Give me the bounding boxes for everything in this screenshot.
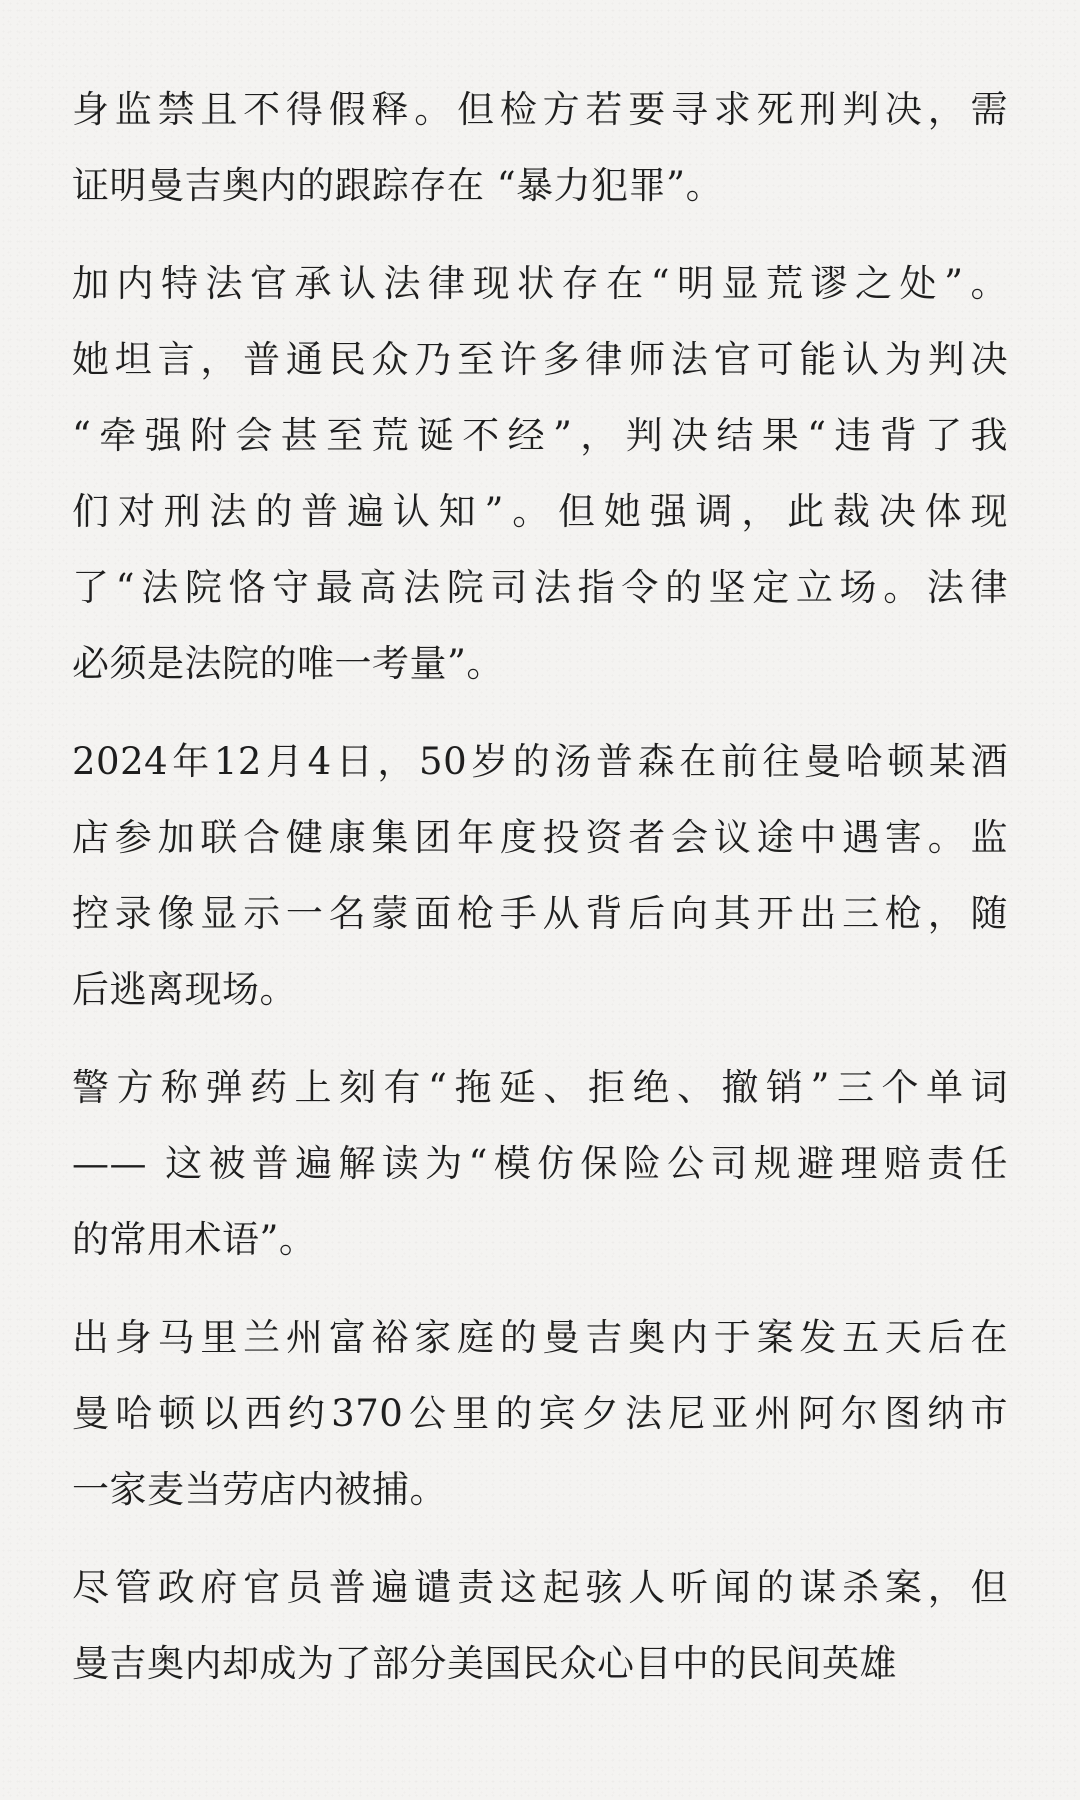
text-line: 证明曼吉奥内的跟踪存在 “暴力犯罪”。 bbox=[72, 164, 724, 207]
text-line: 曼哈顿以西约370公里的宾夕法尼亚州阿尔图纳市 bbox=[72, 1392, 1008, 1435]
text-line: 身监禁且不得假释。但检方若要寻求死刑判决，需 bbox=[72, 88, 1008, 131]
text-line: 加内特法官承认法律现状存在“明显荒谬之处”。 bbox=[72, 262, 1008, 305]
text-line: 曼吉奥内却成为了部分美国民众心目中的民间英雄 bbox=[72, 1642, 897, 1685]
text-line: 她坦言，普通民众乃至许多律师法官可能认为判决 bbox=[72, 338, 1008, 381]
text-line: 一家麦当劳店内被捕。 bbox=[72, 1468, 447, 1511]
text-line: 尽管政府官员普遍谴责这起骇人听闻的谋杀案，但 bbox=[72, 1566, 1008, 1609]
paragraph-2 bbox=[72, 246, 1008, 702]
paragraph-5 bbox=[72, 1300, 1008, 1528]
text-line: 们对刑法的普遍认知”。但她强调，此裁决体现 bbox=[72, 490, 1008, 533]
paragraph-6 bbox=[72, 1550, 1008, 1702]
text-line: 控录像显示一名蒙面枪手从背后向其开出三枪，随 bbox=[72, 892, 1008, 935]
text-line: “牵强附会甚至荒诞不经”，判决结果“违背了我 bbox=[72, 414, 1008, 457]
text-line: 出身马里兰州富裕家庭的曼吉奥内于案发五天后在 bbox=[72, 1316, 1008, 1359]
paragraph-4 bbox=[72, 1050, 1008, 1278]
text-line: 后逃离现场。 bbox=[72, 968, 297, 1011]
text-line: —— 这被普遍解读为“模仿保险公司规避理赔责任 bbox=[72, 1142, 1008, 1185]
text-line: 了“法院恪守最高法院司法指令的坚定立场。法律 bbox=[72, 566, 1008, 609]
text-line: 店参加联合健康集团年度投资者会议途中遇害。监 bbox=[72, 816, 1008, 859]
text-line: 的常用术语”。 bbox=[72, 1218, 317, 1261]
text-line: 必须是法院的唯一考量”。 bbox=[72, 642, 504, 685]
text-line: 警方称弹药上刻有“拖延、拒绝、撤销”三个单词 bbox=[72, 1066, 1008, 1109]
paragraph-3 bbox=[72, 724, 1008, 1028]
text-line: 2024年12月4日，50岁的汤普森在前往曼哈顿某酒 bbox=[72, 740, 1008, 783]
paragraph-1 bbox=[72, 72, 1008, 224]
